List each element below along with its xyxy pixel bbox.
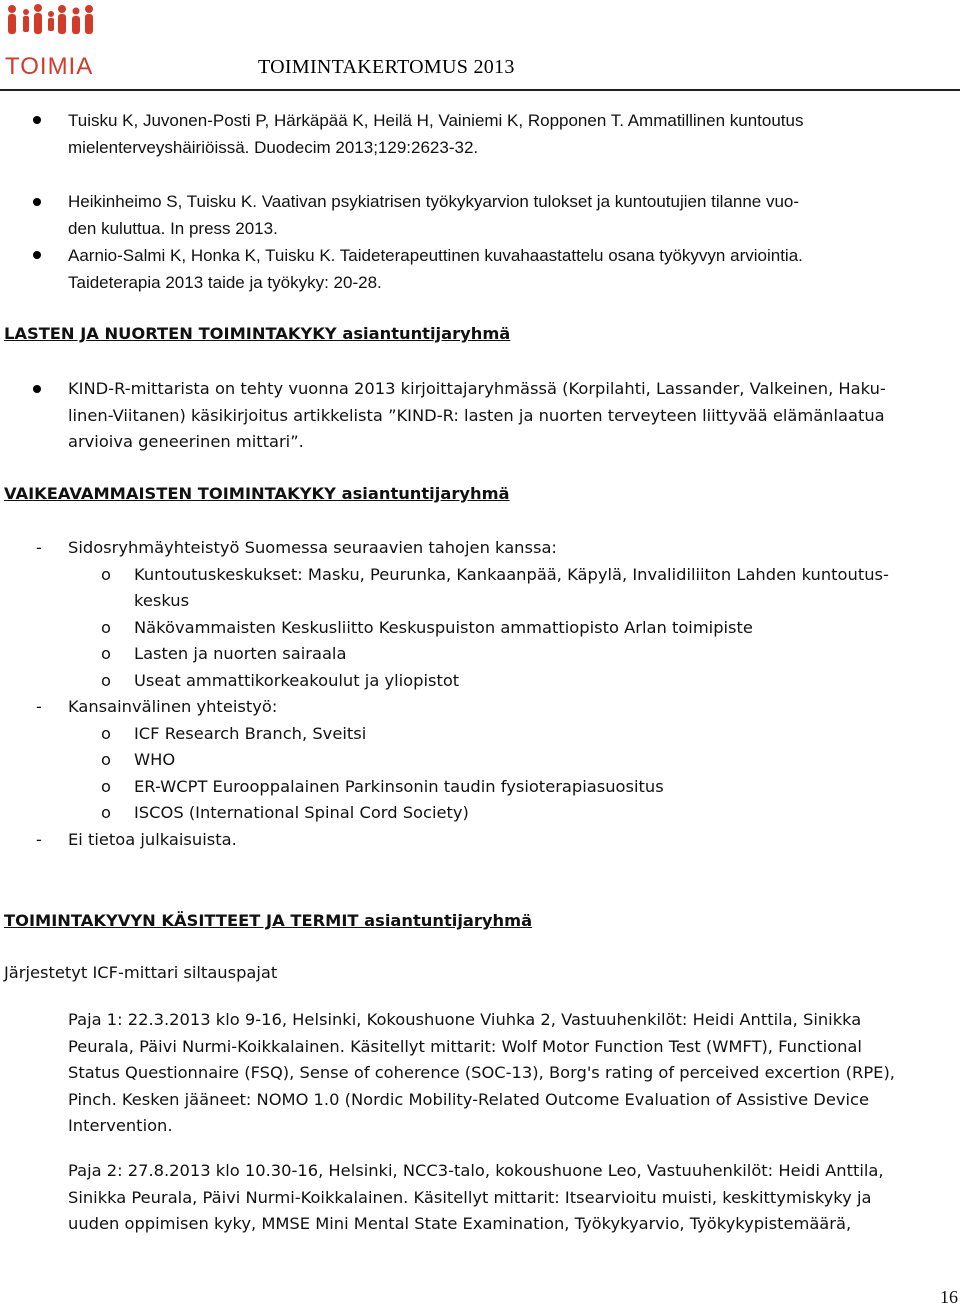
- dash-marker: -: [36, 697, 42, 716]
- reference-line: den kuluttua. In press 2013.: [68, 218, 278, 238]
- sub-list-item: keskus: [134, 591, 190, 610]
- section-heading: LASTEN JA NUORTEN TOIMINTAKYKY asiantuntijaryhmä: [4, 324, 511, 343]
- sub-list-item: ICF Research Branch, Sveitsi: [134, 724, 367, 743]
- sub-list-item: ER-WCPT Eurooppalainen Parkinsonin taudin fysioterapiasuositus: [134, 777, 664, 796]
- lasten-bullet-text: [68, 376, 958, 456]
- bullet-icon: [33, 198, 41, 206]
- header-divider: [0, 89, 960, 91]
- reference-item: [68, 243, 958, 296]
- text-line: KIND-R-mittarista on tehty vuonna 2013 kirjoittajaryhmässä (Korpilahti, Lassander, Valkeinen, Haku-: [68, 379, 886, 398]
- document-title: TOIMINTAKERTOMUS 2013: [258, 56, 515, 78]
- text-line: Pinch. Kesken jääneet: NOMO 1.0 (Nordic Mobility-Related Outcome Evaluation of Assistive Device: [68, 1089, 869, 1109]
- sub-bullet-marker: o: [101, 565, 111, 584]
- sub-list-item: WHO: [134, 750, 176, 769]
- dash-marker: -: [36, 538, 42, 557]
- sub-bullet-marker: o: [101, 671, 111, 690]
- sub-list-item: ISCOS (International Spinal Cord Society): [134, 803, 469, 822]
- sub-list-item: Useat ammattikorkeakoulut ja yliopistot: [134, 671, 460, 690]
- people-figures-icon: [4, 2, 96, 80]
- reference-line: Tuisku K, Juvonen-Posti P, Härkäpää K, Heilä H, Vainiemi K, Ropponen T. Ammatillinen kuntoutus: [68, 111, 804, 130]
- reference-item: [68, 108, 958, 161]
- sub-list-item: Kuntoutuskeskukset: Masku, Peurunka, Kankaanpää, Käpylä, Invalidiliiton Lahden kuntoutus-: [134, 565, 889, 584]
- list-item: Ei tietoa julkaisuista.: [68, 830, 237, 849]
- list-item: Sidosryhmäyhteistyö Suomessa seuraavien tahojen kanssa:: [68, 538, 557, 557]
- text-line: linen-Viitanen) käsikirjoitus artikkelista ”KIND-R: lasten ja nuorten terveyteen liittyvää elämänlaatua: [68, 405, 885, 425]
- reference-line: Heikinheimo S, Tuisku K. Vaativan psykiatrisen työkykyarvion tulokset ja kuntoutujien tilanne vuo-: [68, 192, 800, 211]
- paja2-paragraph: [68, 1158, 958, 1238]
- text-line: Paja 1: 22.3.2013 klo 9-16, Helsinki, Kokoushuone Viuhka 2, Vastuuhenkilöt: Heidi Anttila, Sinikka: [68, 1010, 862, 1029]
- text-line: arvioiva geneerinen mittari”.: [68, 432, 304, 451]
- subheading: Järjestetyt ICF-mittari siltauspajat: [4, 963, 278, 982]
- sub-bullet-marker: o: [101, 777, 111, 796]
- sub-list-item: Näkövammaisten Keskusliitto Keskuspuiston ammattiopisto Arlan toimipiste: [134, 618, 753, 637]
- paja1-paragraph: [68, 1007, 958, 1140]
- sub-list-item: Lasten ja nuorten sairaala: [134, 644, 347, 663]
- page-header: [0, 0, 960, 92]
- sub-bullet-marker: o: [101, 803, 111, 822]
- text-line: Status Questionnaire (FSQ), Sense of coherence (SOC-13), Borg's rating of perceived excertion (RPE),: [68, 1063, 895, 1082]
- text-line: Paja 2: 27.8.2013 klo 10.30-16, Helsinki, NCC3-talo, kokoushuone Leo, Vastuuhenkilöt: Heidi Anttila,: [68, 1161, 884, 1180]
- section-heading: TOIMINTAKYVYN KÄSITTEET JA TERMIT asiantuntijaryhmä: [4, 911, 533, 930]
- text-line: Intervention.: [68, 1116, 173, 1135]
- svg-text:TOIMIA: TOIMIA: [5, 53, 94, 80]
- bullet-icon: [33, 385, 41, 393]
- sub-bullet-marker: o: [101, 618, 111, 637]
- bullet-icon: [33, 116, 41, 124]
- text-line: Peurala, Päivi Nurmi-Koikkalainen. Käsitellyt mittarit: Wolf Motor Function Test (WMFT), Functional: [68, 1036, 862, 1056]
- sub-bullet-marker: o: [101, 724, 111, 743]
- list-item: Kansainvälinen yhteistyö:: [68, 697, 278, 716]
- bullet-icon: [33, 251, 41, 259]
- toimia-logo: [4, 2, 96, 80]
- sub-bullet-marker: o: [101, 644, 111, 663]
- text-line: Sinikka Peurala, Päivi Nurmi-Koikkalainen. Käsitellyt mittarit: Itsearvioitu muisti, keskittymiskyky ja: [68, 1187, 872, 1207]
- dash-marker: -: [36, 830, 42, 849]
- section-heading: VAIKEAVAMMAISTEN TOIMINTAKYKY asiantuntijaryhmä: [4, 484, 510, 503]
- page-number: 16: [940, 1287, 958, 1307]
- reference-line: mielenterveyshäiriöissä. Duodecim 2013;129:2623-32.: [68, 137, 479, 157]
- reference-line: Taideterapia 2013 taide ja työkyky: 20-28.: [68, 272, 382, 292]
- sub-bullet-marker: o: [101, 750, 111, 769]
- reference-item: [68, 189, 958, 242]
- reference-line: Aarnio-Salmi K, Honka K, Tuisku K. Taideterapeuttinen kuvahaastattelu osana työkyvyn arviointia.: [68, 246, 803, 265]
- text-line: uuden oppimisen kyky, MMSE Mini Mental State Examination, Työkykyarvio, Työkykypistemäärä,: [68, 1214, 852, 1233]
